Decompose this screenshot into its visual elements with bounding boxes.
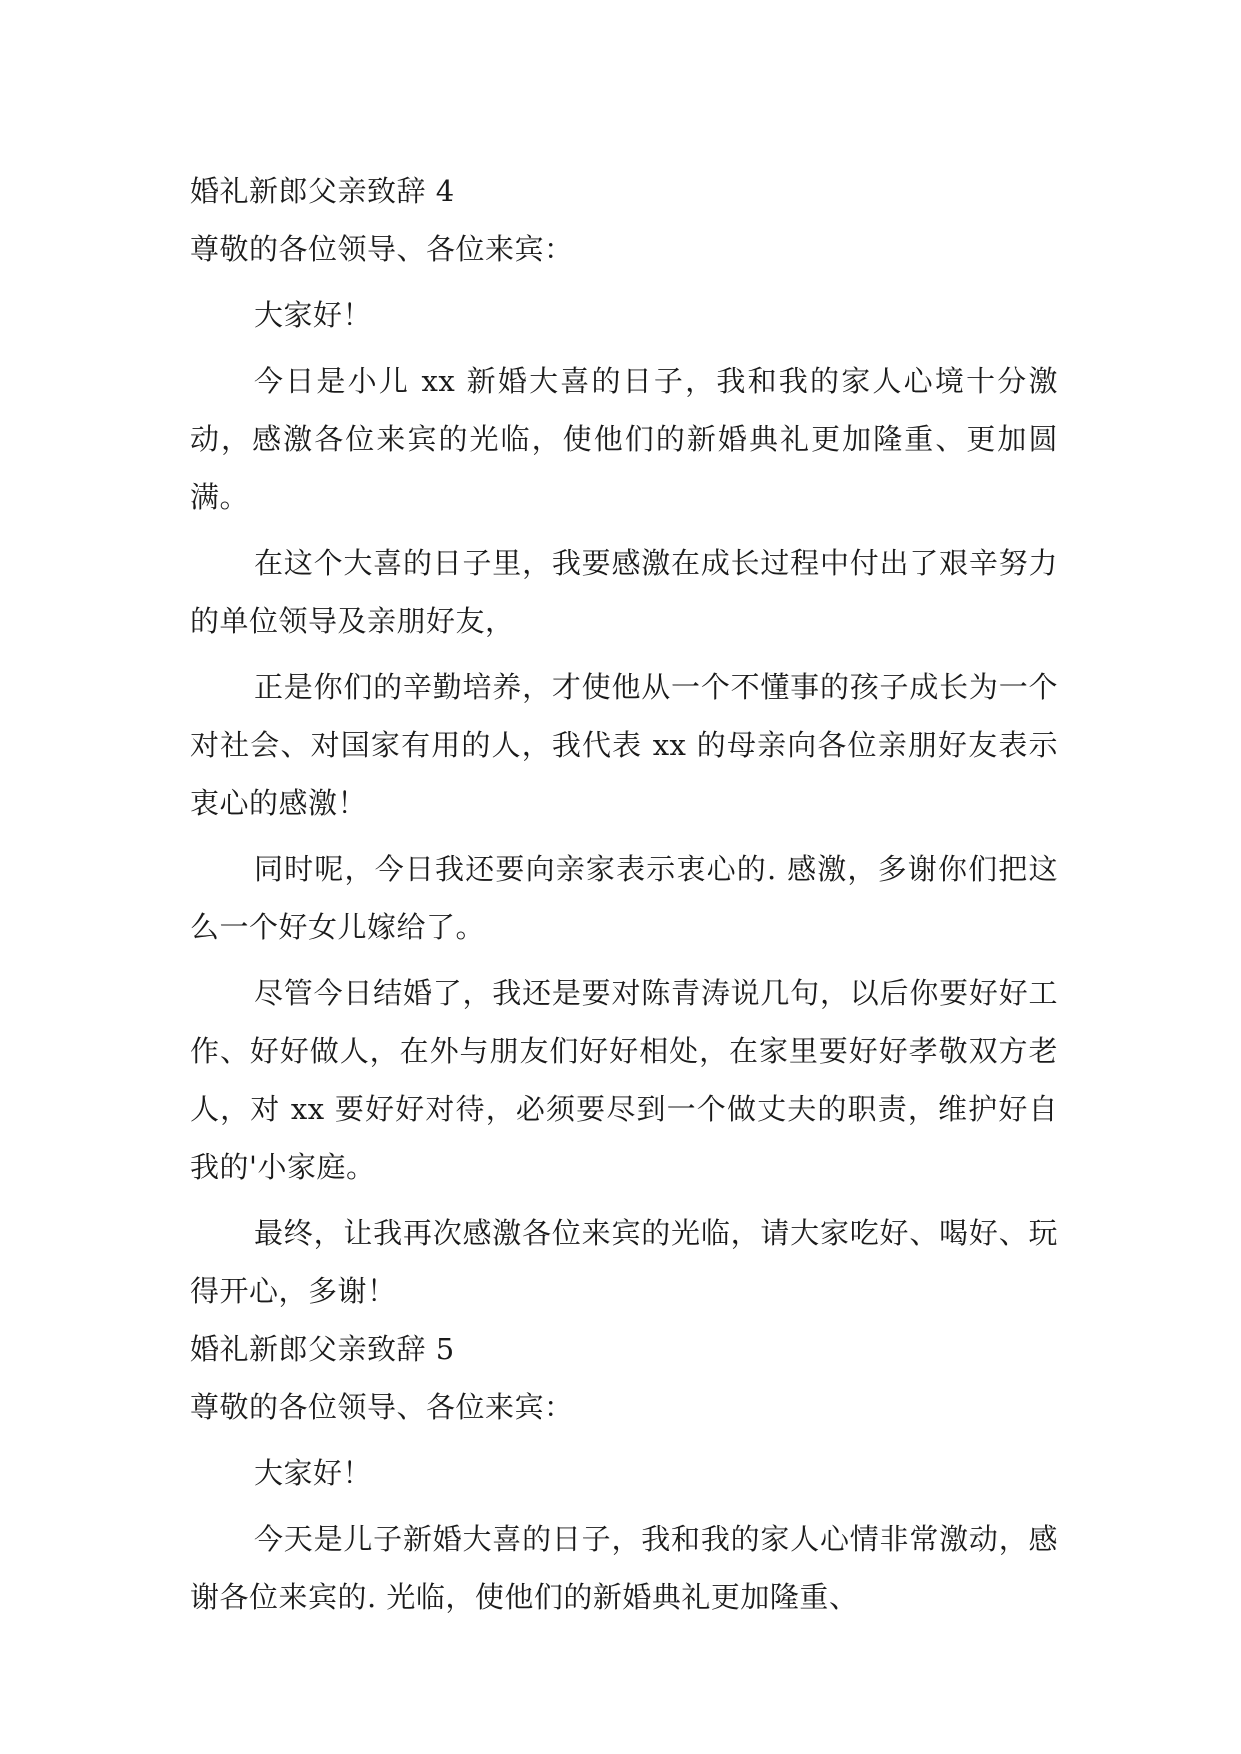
paragraph: 今天是儿子新婚大喜的日子，我和我的家人心情非常激动，感谢各位来宾的. 光临，使他们的新婚典礼更加隆重、 bbox=[190, 1522, 1058, 1614]
document-body bbox=[190, 162, 1058, 1626]
greeting: 大家好！ bbox=[254, 298, 373, 332]
greeting: 大家好！ bbox=[254, 1456, 373, 1490]
paragraph: 最终，让我再次感激各位来宾的光临，请大家吃好、喝好、玩得开心，多谢！ bbox=[190, 1216, 1058, 1308]
paragraph: 正是你们的辛勤培养，才使他从一个不懂事的孩子成长为一个对社会、对国家有用的人，我代表 xx 的母亲向各位亲朋好友表示衷心的感激！ bbox=[190, 670, 1058, 820]
paragraph: 今日是小儿 xx 新婚大喜的日子，我和我的家人心境十分激动，感激各位来宾的光临，使他们的新婚典礼更加隆重、更加圆满。 bbox=[190, 364, 1058, 514]
paragraph: 在这个大喜的日子里，我要感激在成长过程中付出了艰辛努力的单位领导及亲朋好友， bbox=[190, 546, 1058, 638]
section-title: 婚礼新郎父亲致辞 4 bbox=[190, 174, 455, 208]
salutation: 尊敬的各位领导、各位来宾： bbox=[190, 232, 574, 266]
paragraph: 尽管今日结婚了，我还是要对陈青涛说几句，以后你要好好工作、好好做人，在外与朋友们好好相处，在家里要好好孝敬双方老人，对 xx 要好好对待，必须要尽到一个做丈夫的职责，维护好自我的'小家庭。 bbox=[190, 976, 1058, 1184]
salutation: 尊敬的各位领导、各位来宾： bbox=[190, 1390, 574, 1424]
section-title: 婚礼新郎父亲致辞 5 bbox=[190, 1332, 455, 1366]
paragraph: 同时呢，今日我还要向亲家表示衷心的. 感激，多谢你们把这么一个好女儿嫁给了。 bbox=[190, 852, 1058, 944]
